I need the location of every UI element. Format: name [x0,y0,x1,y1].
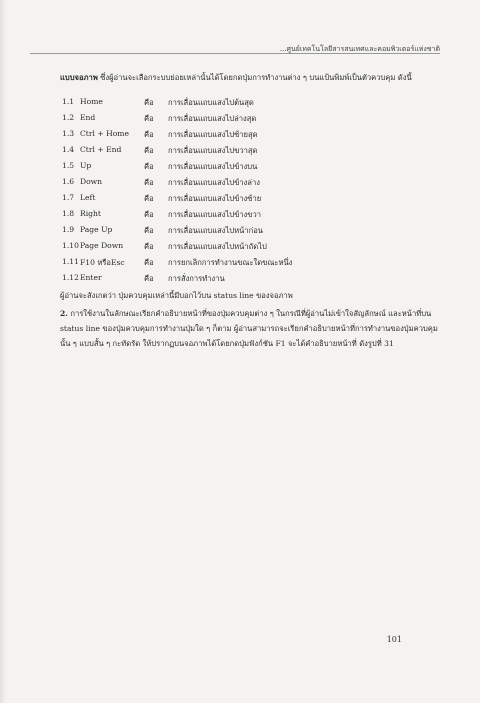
item-key: Ctrl + End [80,145,122,154]
item-is: คือ [144,242,154,251]
item-is: คือ [144,274,154,283]
item-is: คือ [144,162,154,171]
list-item [62,97,392,113]
item-number: 1.12 [62,273,79,282]
item-desc: การเลื่อนแถบแสงไปข้างบน [168,162,258,171]
item-desc: การยกเลิกการทำงานขณะใดขณะหนึ่ง [168,258,293,267]
item-2-number: 2. [60,309,68,318]
header-rule [30,53,440,54]
item-is: คือ [144,210,154,219]
list-item [62,257,392,273]
item-number: 1.2 [62,113,75,122]
item-desc: การเลื่อนแถบแสงไปข้างขวา [168,210,262,219]
item-key: Page Up [80,225,113,234]
item-is: คือ [144,114,154,123]
item-key: F10 หรือEsc [80,258,125,267]
list-item [62,209,392,225]
item-desc: การเลื่อนแถบแสงไปซ้ายสุด [168,130,258,139]
intro-lead: แบบจอภาพ [60,73,98,82]
page-number: 101 [386,635,402,644]
running-header: ...ศูนย์เทคโนโลยีสารสนเทศและคอมพิวเตอร์แห่งชาติ [279,45,440,53]
note-paragraph: ผู้อ่านจะสังเกตว่า ปุ่มควบคุมเหล่านี้มีบอกไว้บน status line ของจอภาพ [60,291,293,300]
list-item [62,273,392,289]
item-key: Ctrl + Home [80,129,129,138]
item-is: คือ [144,258,154,267]
item-desc: การเลื่อนแถบแสงไปข้างล่าง [168,178,260,187]
item-number: 1.5 [62,161,75,170]
item-desc: การเลื่อนแถบแสงไปขวาสุด [168,146,258,155]
item-number: 1.9 [62,225,75,234]
list-item [62,129,392,145]
item-number: 1.3 [62,129,75,138]
item-2-text: การใช้งานในลักษณะเรียกคำอธิบายหน้าที่ของปุ่มควบคุมต่าง ๆ ในกรณีที่ผู้อ่านไม่เข้าใจสัญลักษณ์ และหน้าที่บน status line ของปุ่มควบคุมการทำงานปุ่มใด ๆ ก็ตาม ผู้อ่านสามารถจะเรียกคำอธิบายหน้าที่การทำงานของปุ่มควบคุมนั้น ๆ แบบสั้น ๆ กะทัดรัด ให้ปรากฏบนจอภาพได้โดยกดปุ่มฟังก์ชัน F1 จะได้คำอธิบายหน้าที่ ดังรูปที่ 31 [60,309,438,348]
item-is: คือ [144,226,154,235]
intro-text: ซึ่งผู้อ่านจะเลือกระบบย่อยเหล่านั้นได้โดยกดปุ่มการทำงานต่าง ๆ บนแป้นพิมพ์เป็นตัวควบคุม ดังนี้ [97,73,412,82]
item-key: Right [80,209,101,218]
intro-paragraph [60,70,440,85]
list-item [62,193,392,209]
item-key: Left [80,193,96,202]
item-key: Down [80,177,103,186]
item-is: คือ [144,98,154,107]
shortcut-list [62,97,392,289]
binding-shadow [0,0,6,703]
list-item [62,161,392,177]
item-is: คือ [144,146,154,155]
item-number: 1.1 [62,97,75,106]
item-desc: การเลื่อนแถบแสงไปต้นสุด [168,98,254,107]
item-desc: การเลื่อนแถบแสงไปหน้าก่อน [168,226,263,235]
item-desc: การเลื่อนแถบแสงไปล่างสุด [168,114,257,123]
list-item [62,177,392,193]
list-item [62,225,392,241]
item-key: Enter [80,273,102,282]
item-number: 1.10 [62,241,79,250]
item-desc: การเลื่อนแถบแสงไปข้างซ้าย [168,194,262,203]
item-key: Home [80,97,103,106]
item-2-paragraph [60,306,440,351]
item-desc: การสั่งการทำงาน [168,274,225,283]
item-key: End [80,113,96,122]
item-number: 1.7 [62,193,75,202]
item-number: 1.8 [62,209,75,218]
item-key: Page Down [80,241,124,250]
item-number: 1.11 [62,257,79,266]
item-is: คือ [144,130,154,139]
list-item [62,113,392,129]
item-number: 1.4 [62,145,75,154]
item-is: คือ [144,194,154,203]
list-item [62,241,392,257]
list-item [62,145,392,161]
item-key: Up [80,161,92,170]
item-is: คือ [144,178,154,187]
item-number: 1.6 [62,177,75,186]
item-desc: การเลื่อนแถบแสงไปหน้าถัดไป [168,242,267,251]
